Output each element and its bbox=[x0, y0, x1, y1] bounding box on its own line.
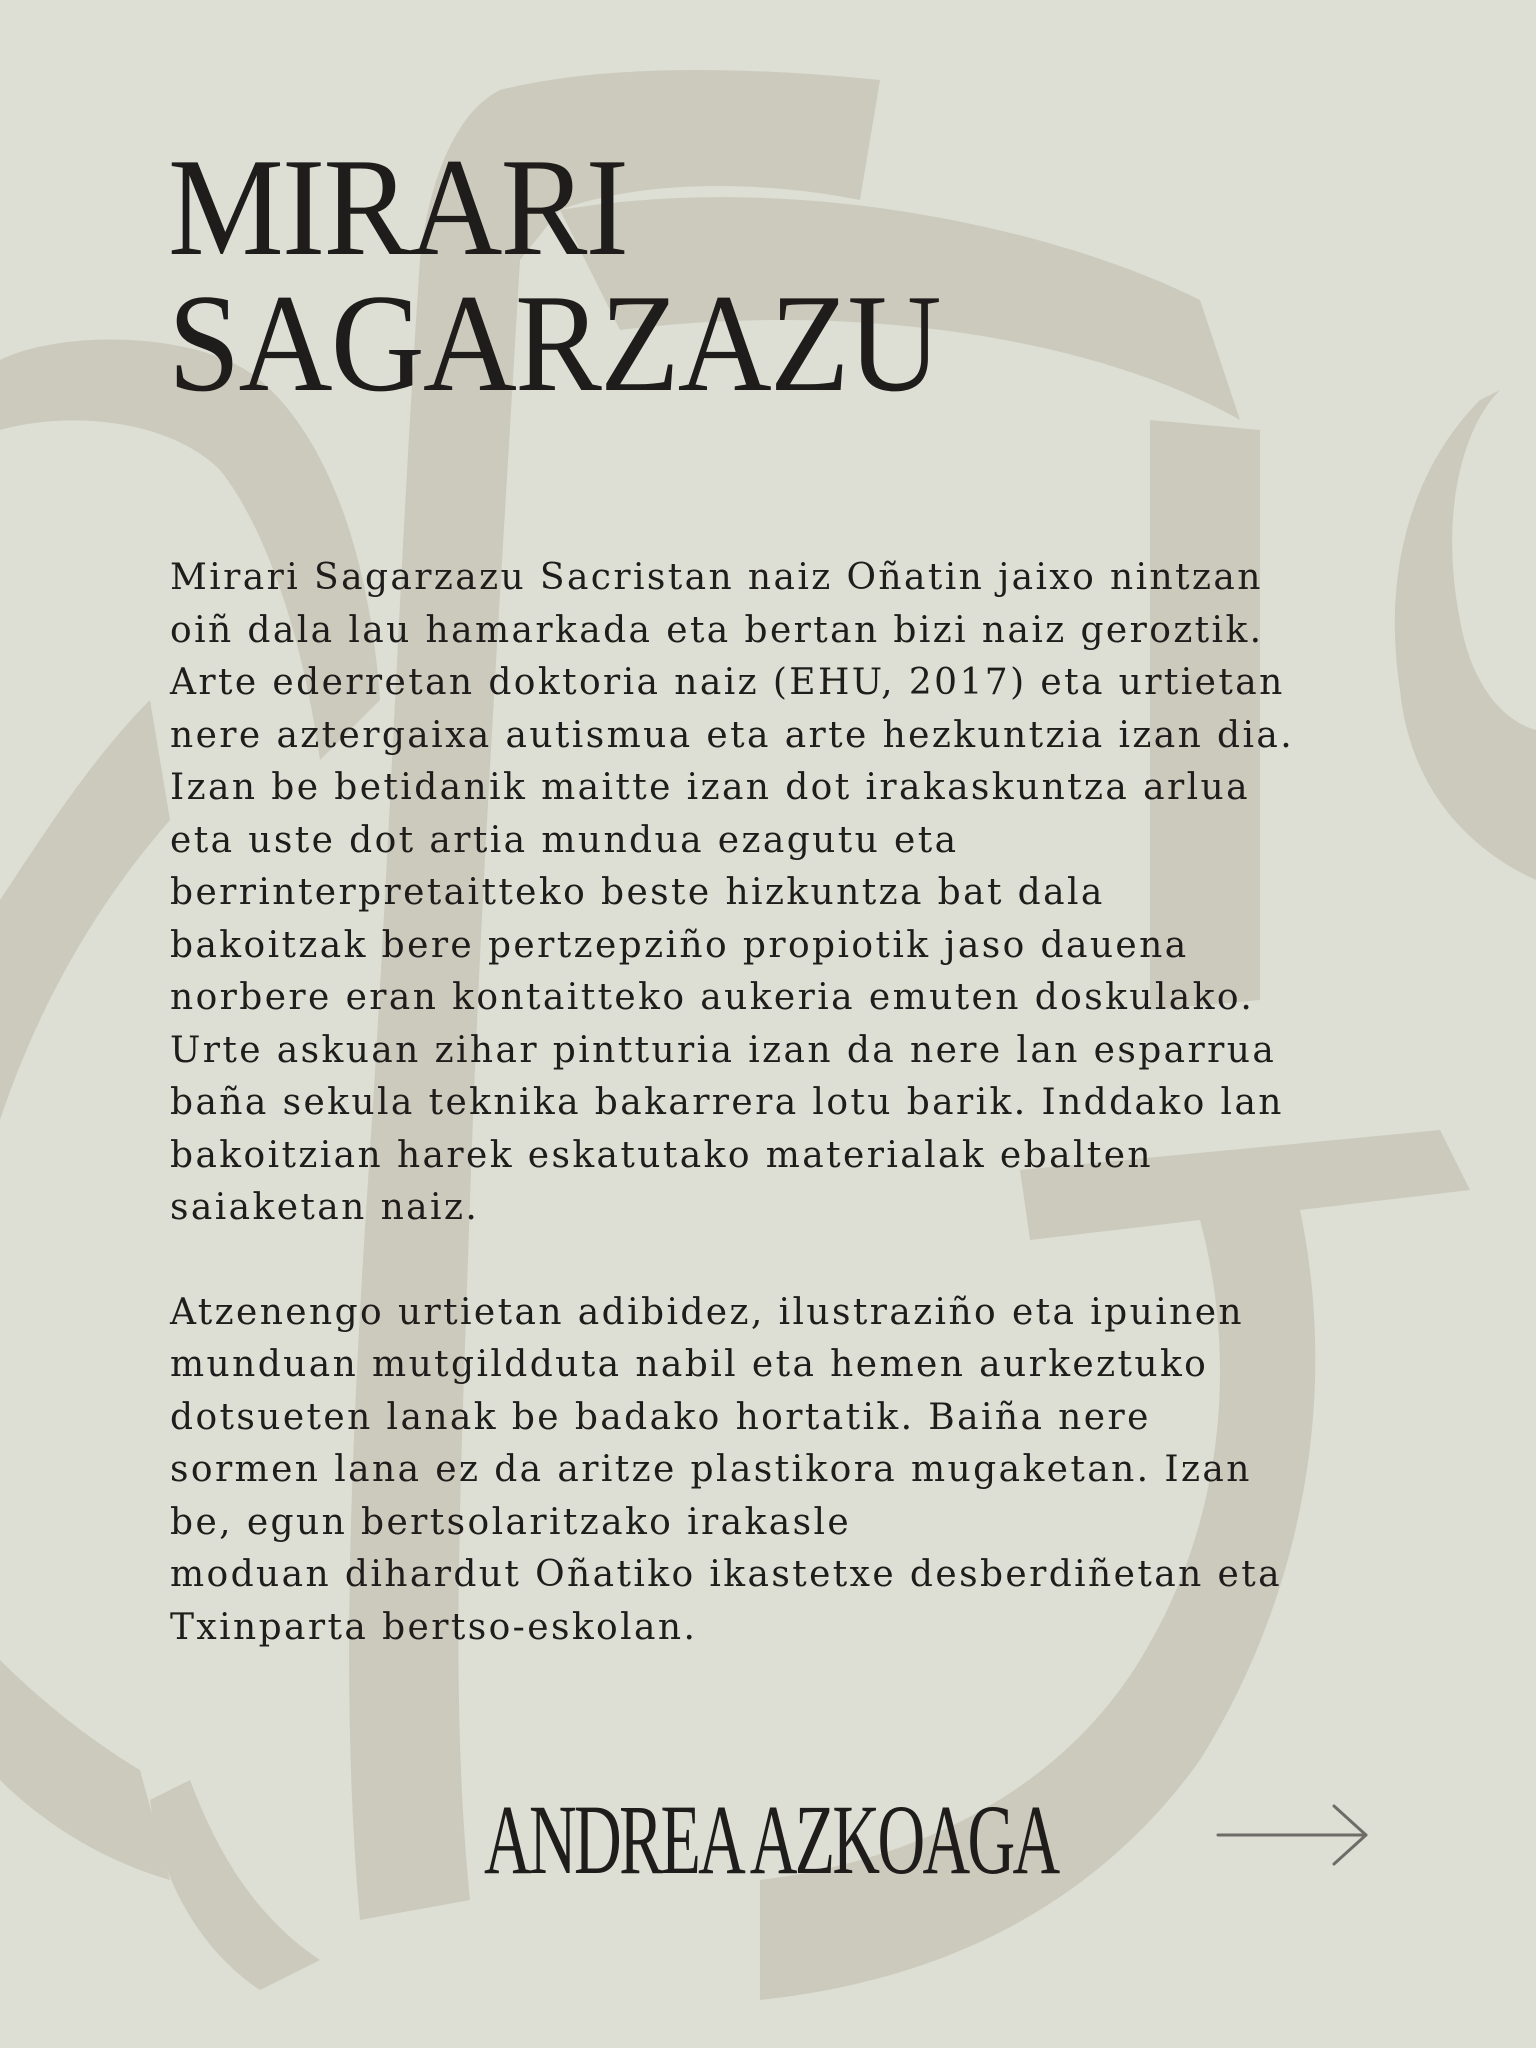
bio-line: Txinparta bertso-eskolan. bbox=[170, 1606, 698, 1648]
bio-line: dotsueten lanak be badako hortatik. Baiña nere bbox=[170, 1396, 1151, 1438]
bio-text bbox=[170, 552, 1400, 1654]
bio-line: Urte askuan zihar pintturia izan da nere lan esparrua bbox=[170, 1029, 1277, 1071]
bio-line: norbere eran kontaitteko aukeria emuten doskulako. bbox=[170, 977, 1255, 1018]
bio-line: sormen lana ez da aritze plastikora mugaketan. Izan bbox=[170, 1449, 1252, 1490]
author-name: ANDREA AZKOAGA bbox=[484, 1784, 1058, 1895]
bio-line: be, egun bertsolaritzako irakasle bbox=[170, 1501, 852, 1543]
page-title bbox=[168, 130, 940, 421]
bio-line: saiaketan naiz. bbox=[170, 1187, 480, 1228]
bio-line: bakoitzian harek eskatutako materialak ebalten bbox=[170, 1134, 1154, 1176]
title-line-2: SAGARZAZU bbox=[168, 266, 940, 421]
bio-line: oiñ dala lau hamarkada eta bertan bizi naiz geroztik. bbox=[170, 609, 1264, 651]
bio-line: eta uste dot artia mundua ezagutu eta bbox=[170, 819, 959, 861]
bio-line: munduan mutgildduta nabil eta hemen aurkeztuko bbox=[170, 1344, 1209, 1385]
bio-line: baña sekula teknika bakarrera lotu barik. Inddako lan bbox=[170, 1082, 1284, 1123]
bio-line: Atzenengo urtietan adibidez, ilustraziño eta ipuinen bbox=[170, 1291, 1244, 1333]
bio-line: moduan dihardut Oñatiko ikastetxe desberdiñetan eta bbox=[170, 1554, 1282, 1595]
bio-line: Izan be betidanik maitte izan dot irakaskuntza arlua bbox=[170, 767, 1250, 808]
bio-line: Mirari Sagarzazu Sacristan naiz Oñatin jaixo nintzan bbox=[170, 557, 1263, 598]
bio-line: bakoitzak bere pertzepziño propiotik jaso dauena bbox=[170, 924, 1189, 966]
paragraph-spacer bbox=[170, 1235, 1400, 1287]
bio-line: berrinterpretaitteko beste hizkuntza bat dala bbox=[170, 872, 1105, 913]
title-line-1: MIRARI bbox=[168, 130, 628, 285]
bio-line: Arte ederretan doktoria naiz (EHU, 2017) eta urtietan bbox=[170, 662, 1285, 703]
bio-line: nere aztergaixa autismua eta arte hezkuntzia izan dia. bbox=[170, 714, 1295, 756]
right-arrow-icon[interactable] bbox=[1216, 1802, 1370, 1868]
